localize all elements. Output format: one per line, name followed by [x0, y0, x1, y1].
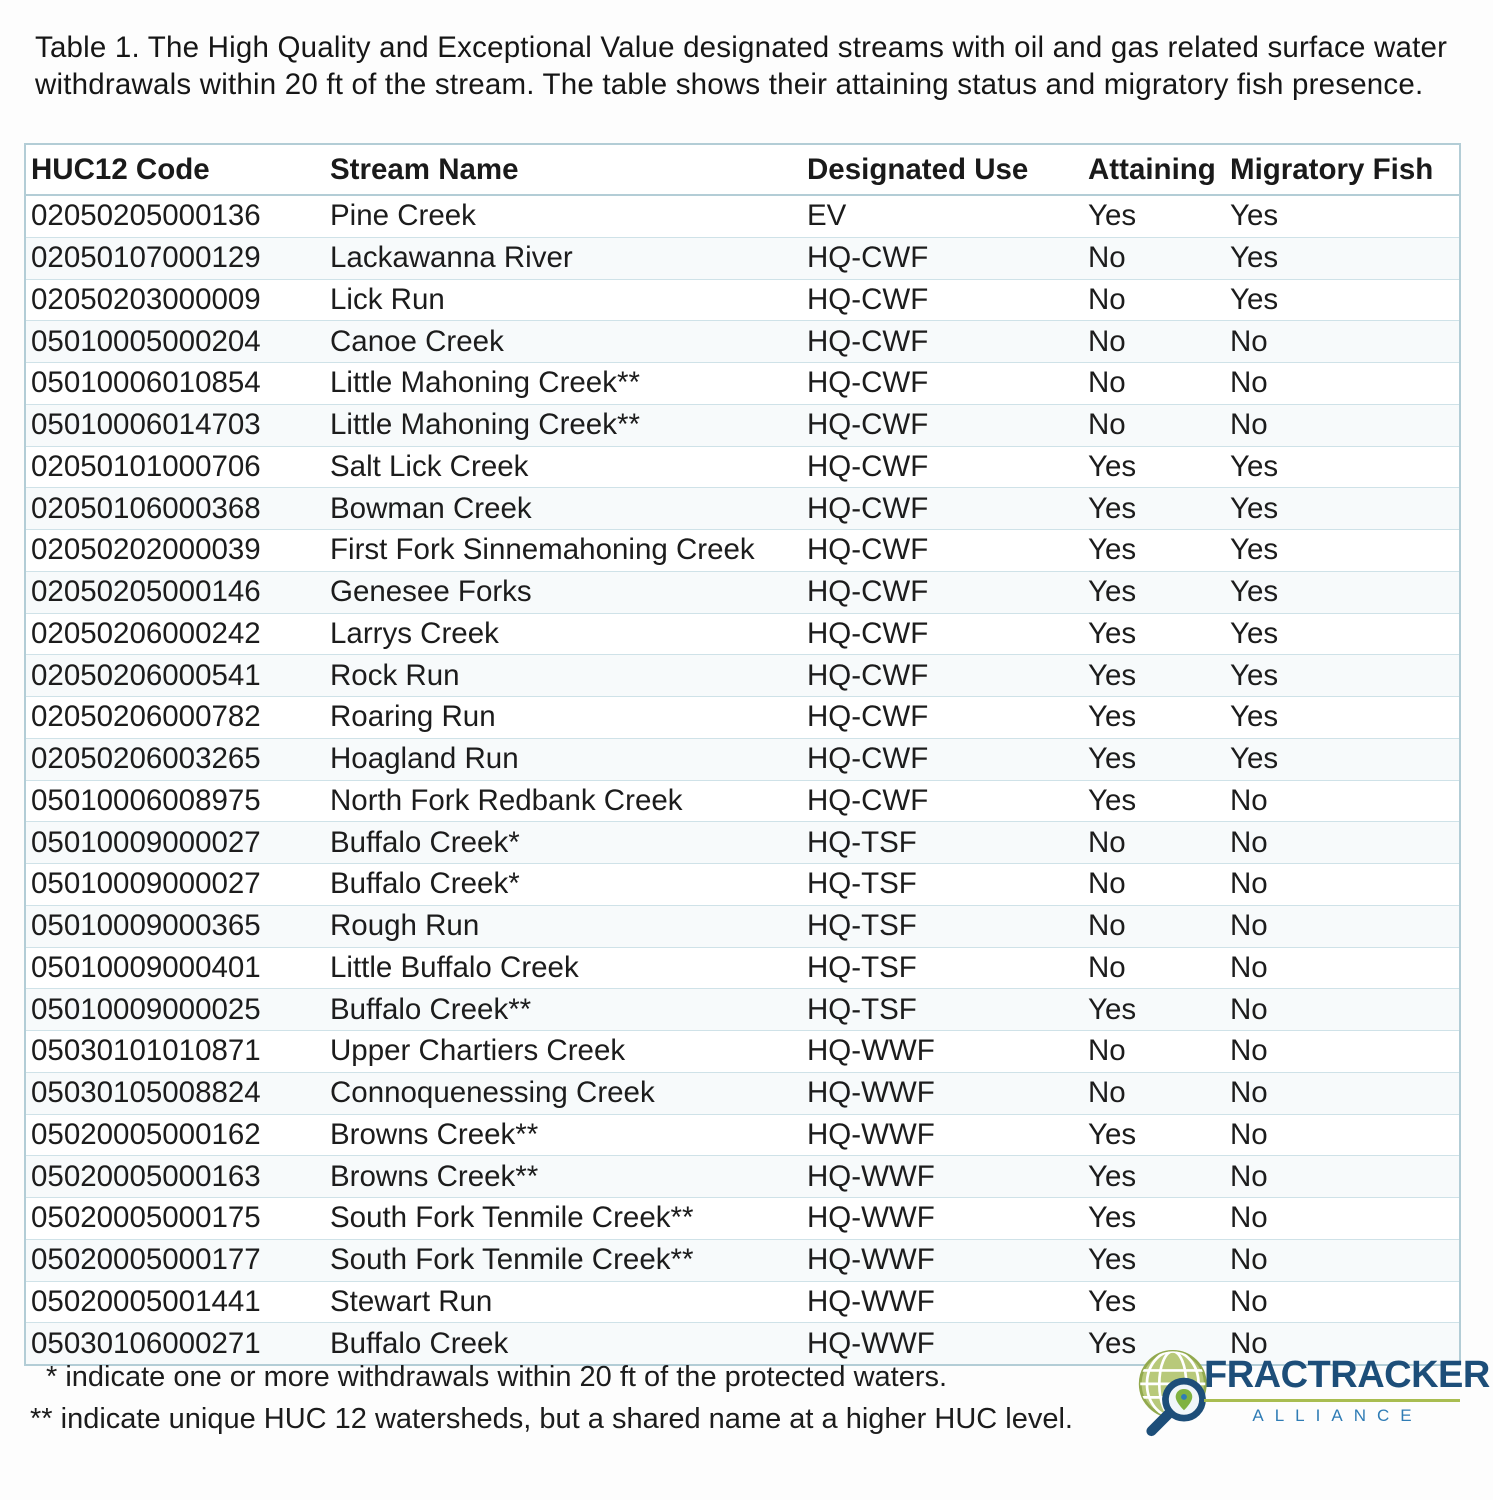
- designated-use-cell: HQ-CWF: [802, 404, 1083, 446]
- designated-use-cell: HQ-TSF: [802, 989, 1083, 1031]
- attaining-cell: Yes: [1083, 613, 1225, 655]
- footnotes: [30, 1356, 1073, 1440]
- stream-name-cell: Canoe Creek: [325, 321, 802, 363]
- table-row: [25, 947, 1460, 989]
- designated-use-cell: HQ-CWF: [802, 488, 1083, 530]
- migratory-fish-cell: No: [1225, 947, 1460, 989]
- huc12-code-cell: 02050202000039: [25, 530, 325, 572]
- migratory-fish-cell: No: [1225, 1323, 1460, 1365]
- migratory-fish-cell: Yes: [1225, 655, 1460, 697]
- column-header-attaining: Attaining: [1083, 144, 1225, 195]
- stream-name-cell: Pine Creek: [325, 195, 802, 237]
- stream-name-cell: Buffalo Creek**: [325, 989, 802, 1031]
- designated-use-cell: HQ-TSF: [802, 947, 1083, 989]
- migratory-fish-cell: No: [1225, 905, 1460, 947]
- column-header-huc12-code: HUC12 Code: [25, 144, 325, 195]
- stream-name-cell: Browns Creek**: [325, 1156, 802, 1198]
- attaining-cell: Yes: [1083, 1198, 1225, 1240]
- stream-name-cell: Larrys Creek: [325, 613, 802, 655]
- migratory-fish-cell: No: [1225, 321, 1460, 363]
- stream-name-cell: First Fork Sinnemahoning Creek: [325, 530, 802, 572]
- migratory-fish-cell: No: [1225, 363, 1460, 405]
- attaining-cell: Yes: [1083, 780, 1225, 822]
- attaining-cell: No: [1083, 1031, 1225, 1073]
- footnote-single-asterisk: * indicate one or more withdrawals within 20 ft of the protected waters.: [46, 1361, 948, 1393]
- attaining-cell: Yes: [1083, 1239, 1225, 1281]
- designated-use-cell: HQ-CWF: [802, 363, 1083, 405]
- table-row: [25, 404, 1460, 446]
- designated-use-cell: HQ-CWF: [802, 655, 1083, 697]
- migratory-fish-cell: No: [1225, 1031, 1460, 1073]
- table-row: [25, 1072, 1460, 1114]
- attaining-cell: Yes: [1083, 1114, 1225, 1156]
- migratory-fish-cell: No: [1225, 780, 1460, 822]
- huc12-code-cell: 02050101000706: [25, 446, 325, 488]
- designated-use-cell: EV: [802, 195, 1083, 237]
- stream-name-cell: Lackawanna River: [325, 237, 802, 279]
- huc12-code-cell: 05010009000365: [25, 905, 325, 947]
- migratory-fish-cell: Yes: [1225, 613, 1460, 655]
- designated-use-cell: HQ-CWF: [802, 738, 1083, 780]
- stream-name-cell: Connoquenessing Creek: [325, 1072, 802, 1114]
- table-row: [25, 822, 1460, 864]
- huc12-code-cell: 05010009000027: [25, 864, 325, 906]
- table-row: [25, 195, 1460, 237]
- table-row: [25, 1198, 1460, 1240]
- table-row: [25, 613, 1460, 655]
- column-header-stream-name: Stream Name: [325, 144, 802, 195]
- migratory-fish-cell: Yes: [1225, 488, 1460, 530]
- table-row: [25, 1281, 1460, 1323]
- attaining-cell: No: [1083, 279, 1225, 321]
- stream-name-cell: Genesee Forks: [325, 571, 802, 613]
- huc12-code-cell: 02050203000009: [25, 279, 325, 321]
- huc12-code-cell: 05010006010854: [25, 363, 325, 405]
- huc12-code-cell: 05010006014703: [25, 404, 325, 446]
- huc12-code-cell: 02050107000129: [25, 237, 325, 279]
- huc12-code-cell: 02050106000368: [25, 488, 325, 530]
- huc12-code-cell: 05010009000025: [25, 989, 325, 1031]
- designated-use-cell: HQ-CWF: [802, 321, 1083, 363]
- stream-name-cell: Buffalo Creek: [325, 1323, 802, 1365]
- attaining-cell: Yes: [1083, 989, 1225, 1031]
- table-row: [25, 738, 1460, 780]
- huc12-code-cell: 05020005000162: [25, 1114, 325, 1156]
- table-row: [25, 697, 1460, 739]
- designated-use-cell: HQ-CWF: [802, 571, 1083, 613]
- migratory-fish-cell: No: [1225, 1239, 1460, 1281]
- designated-use-cell: HQ-WWF: [802, 1072, 1083, 1114]
- attaining-cell: No: [1083, 404, 1225, 446]
- caption-line-1: Table 1. The High Quality and Exceptional Value designated streams with oil and gas related surface water: [35, 31, 1448, 64]
- stream-name-cell: Salt Lick Creek: [325, 446, 802, 488]
- stream-name-cell: Little Mahoning Creek**: [325, 363, 802, 405]
- attaining-cell: Yes: [1083, 571, 1225, 613]
- designated-use-cell: HQ-WWF: [802, 1323, 1083, 1365]
- designated-use-cell: HQ-WWF: [802, 1239, 1083, 1281]
- migratory-fish-cell: Yes: [1225, 237, 1460, 279]
- table-row: [25, 864, 1460, 906]
- table-row: [25, 571, 1460, 613]
- migratory-fish-cell: No: [1225, 404, 1460, 446]
- huc12-code-cell: 05010009000027: [25, 822, 325, 864]
- migratory-fish-cell: No: [1225, 822, 1460, 864]
- huc12-code-cell: 05010005000204: [25, 321, 325, 363]
- designated-use-cell: HQ-CWF: [802, 446, 1083, 488]
- stream-name-cell: Hoagland Run: [325, 738, 802, 780]
- migratory-fish-cell: Yes: [1225, 738, 1460, 780]
- designated-use-cell: HQ-WWF: [802, 1156, 1083, 1198]
- table-row: [25, 1239, 1460, 1281]
- attaining-cell: Yes: [1083, 655, 1225, 697]
- designated-use-cell: HQ-CWF: [802, 613, 1083, 655]
- attaining-cell: Yes: [1083, 195, 1225, 237]
- column-header-migratory-fish: Migratory Fish: [1225, 144, 1460, 195]
- attaining-cell: No: [1083, 1072, 1225, 1114]
- attaining-cell: No: [1083, 864, 1225, 906]
- designated-use-cell: HQ-CWF: [802, 279, 1083, 321]
- stream-name-cell: Little Buffalo Creek: [325, 947, 802, 989]
- huc12-code-cell: 05030101010871: [25, 1031, 325, 1073]
- table-row: [25, 905, 1460, 947]
- migratory-fish-cell: No: [1225, 864, 1460, 906]
- logo-underline: [1204, 1399, 1460, 1402]
- attaining-cell: No: [1083, 363, 1225, 405]
- migratory-fish-cell: Yes: [1225, 571, 1460, 613]
- stream-name-cell: South Fork Tenmile Creek**: [325, 1239, 802, 1281]
- huc12-code-cell: 02050206003265: [25, 738, 325, 780]
- stream-name-cell: Buffalo Creek*: [325, 864, 802, 906]
- stream-name-cell: Roaring Run: [325, 697, 802, 739]
- huc12-code-cell: 05020005001441: [25, 1281, 325, 1323]
- huc12-code-cell: 05020005000163: [25, 1156, 325, 1198]
- attaining-cell: Yes: [1083, 738, 1225, 780]
- table-row: [25, 1156, 1460, 1198]
- designated-use-cell: HQ-TSF: [802, 905, 1083, 947]
- huc12-code-cell: 05020005000175: [25, 1198, 325, 1240]
- huc12-code-cell: 02050206000782: [25, 697, 325, 739]
- stream-name-cell: Upper Chartiers Creek: [325, 1031, 802, 1073]
- migratory-fish-cell: No: [1225, 989, 1460, 1031]
- huc12-code-cell: 02050206000242: [25, 613, 325, 655]
- stream-name-cell: South Fork Tenmile Creek**: [325, 1198, 802, 1240]
- stream-name-cell: Stewart Run: [325, 1281, 802, 1323]
- stream-name-cell: Rock Run: [325, 655, 802, 697]
- designated-use-cell: HQ-WWF: [802, 1114, 1083, 1156]
- designated-use-cell: HQ-CWF: [802, 237, 1083, 279]
- column-header-designated-use: Designated Use: [802, 144, 1083, 195]
- streams-table: [24, 143, 1461, 1366]
- table-caption: [35, 30, 1465, 103]
- table-row: [25, 780, 1460, 822]
- stream-name-cell: Little Mahoning Creek**: [325, 404, 802, 446]
- footnote-double-asterisk: ** indicate unique HUC 12 watersheds, but a shared name at a higher HUC level.: [30, 1403, 1073, 1435]
- huc12-code-cell: 05030105008824: [25, 1072, 325, 1114]
- huc12-code-cell: 02050205000136: [25, 195, 325, 237]
- attaining-cell: No: [1083, 947, 1225, 989]
- attaining-cell: No: [1083, 321, 1225, 363]
- stream-name-cell: Bowman Creek: [325, 488, 802, 530]
- designated-use-cell: HQ-CWF: [802, 530, 1083, 572]
- designated-use-cell: HQ-WWF: [802, 1198, 1083, 1240]
- designated-use-cell: HQ-CWF: [802, 697, 1083, 739]
- migratory-fish-cell: Yes: [1225, 279, 1460, 321]
- logo-subtitle: ALLIANCE: [1252, 1406, 1423, 1425]
- table-row: [25, 989, 1460, 1031]
- attaining-cell: Yes: [1083, 488, 1225, 530]
- huc12-code-cell: 05010009000401: [25, 947, 325, 989]
- stream-name-cell: Lick Run: [325, 279, 802, 321]
- attaining-cell: No: [1083, 237, 1225, 279]
- table-header-row: [25, 144, 1460, 195]
- table-row: [25, 321, 1460, 363]
- migratory-fish-cell: No: [1225, 1198, 1460, 1240]
- table-row: [25, 237, 1460, 279]
- huc12-code-cell: 05020005000177: [25, 1239, 325, 1281]
- huc12-code-cell: 02050205000146: [25, 571, 325, 613]
- stream-name-cell: Rough Run: [325, 905, 802, 947]
- table-row: [25, 1114, 1460, 1156]
- logo-text-block: [1204, 1354, 1490, 1426]
- table-body: [25, 195, 1460, 1365]
- huc12-code-cell: 05030106000271: [25, 1323, 325, 1365]
- migratory-fish-cell: No: [1225, 1281, 1460, 1323]
- fractracker-logo: [1132, 1344, 1490, 1464]
- attaining-cell: Yes: [1083, 446, 1225, 488]
- stream-name-cell: Browns Creek**: [325, 1114, 802, 1156]
- attaining-cell: No: [1083, 822, 1225, 864]
- designated-use-cell: HQ-CWF: [802, 780, 1083, 822]
- table-row: [25, 279, 1460, 321]
- logo-wordmark: FRACTRACKER: [1204, 1354, 1490, 1396]
- migratory-fish-cell: Yes: [1225, 195, 1460, 237]
- designated-use-cell: HQ-WWF: [802, 1031, 1083, 1073]
- stream-name-cell: North Fork Redbank Creek: [325, 780, 802, 822]
- migratory-fish-cell: Yes: [1225, 446, 1460, 488]
- attaining-cell: Yes: [1083, 1323, 1225, 1365]
- designated-use-cell: HQ-TSF: [802, 822, 1083, 864]
- table-row: [25, 655, 1460, 697]
- table-row: [25, 446, 1460, 488]
- migratory-fish-cell: Yes: [1225, 530, 1460, 572]
- table-row: [25, 363, 1460, 405]
- migratory-fish-cell: No: [1225, 1156, 1460, 1198]
- table-row: [25, 488, 1460, 530]
- caption-line-2: withdrawals within 20 ft of the stream. The table shows their attaining status and migratory fish presence.: [35, 67, 1424, 101]
- table-row: [25, 1031, 1460, 1073]
- stream-name-cell: Buffalo Creek*: [325, 822, 802, 864]
- huc12-code-cell: 05010006008975: [25, 780, 325, 822]
- attaining-cell: Yes: [1083, 1156, 1225, 1198]
- attaining-cell: Yes: [1083, 697, 1225, 739]
- designated-use-cell: HQ-WWF: [802, 1281, 1083, 1323]
- huc12-code-cell: 02050206000541: [25, 655, 325, 697]
- attaining-cell: No: [1083, 905, 1225, 947]
- migratory-fish-cell: No: [1225, 1072, 1460, 1114]
- migratory-fish-cell: Yes: [1225, 697, 1460, 739]
- designated-use-cell: HQ-TSF: [802, 864, 1083, 906]
- table-row: [25, 530, 1460, 572]
- attaining-cell: Yes: [1083, 1281, 1225, 1323]
- migratory-fish-cell: No: [1225, 1114, 1460, 1156]
- attaining-cell: Yes: [1083, 530, 1225, 572]
